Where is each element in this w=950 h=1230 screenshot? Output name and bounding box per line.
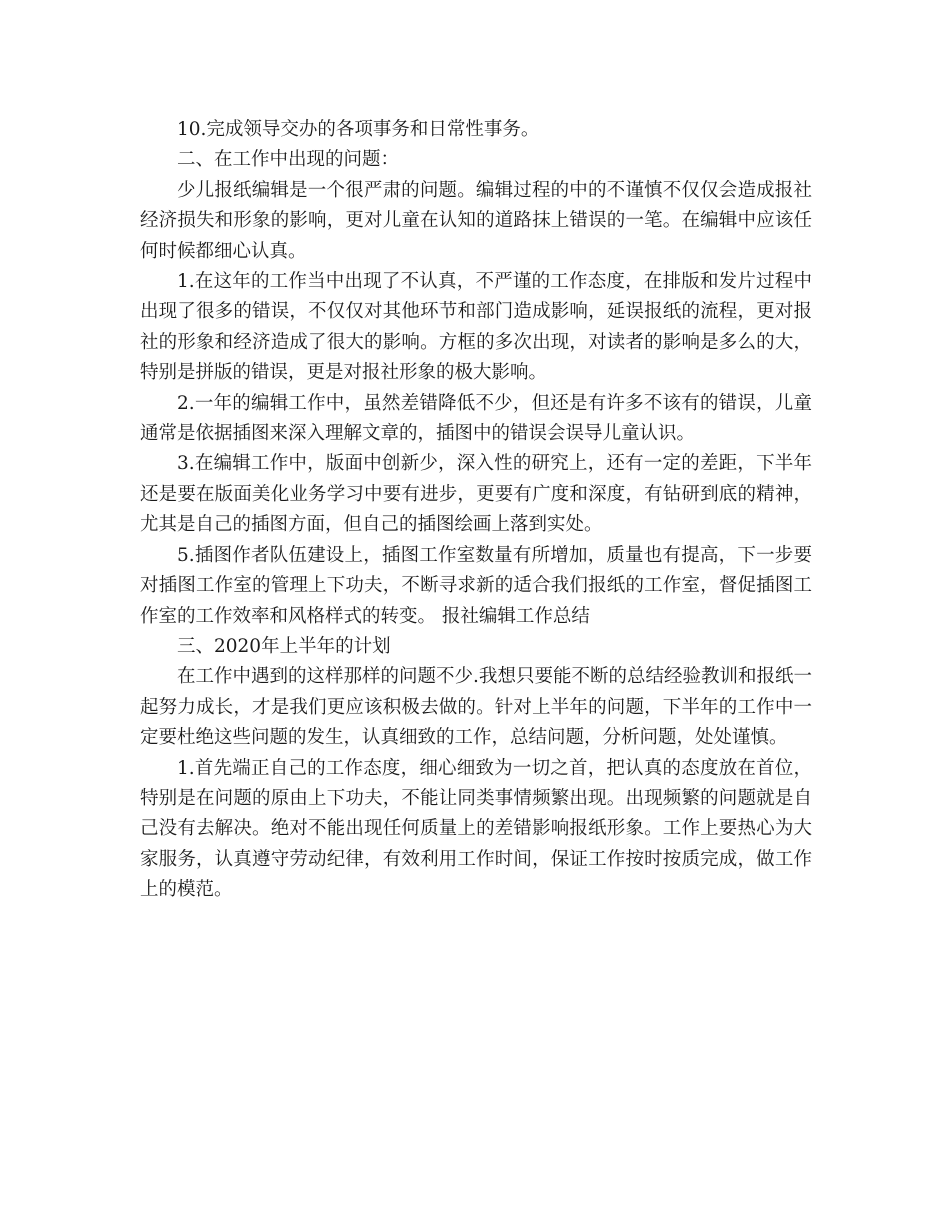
paragraph-plan-intro: 在工作中遇到的这样那样的问题不少.我想只要能不断的总结经验教训和报纸一起努力成长，才是我们更应该积极去做的。针对上半年的问题，下半年的工作中一定要杜绝这些问题的发生，认真细致的工作，总结问题，分析问题，处处谨慎。 (140, 666, 812, 749)
paragraph-item-10: 10.完成领导交办的各项事务和日常性事务。 (177, 119, 540, 140)
paragraph-plan-1: 1.首先端正自己的工作态度，细心细致为一切之首，把认真的态度放在首位，特别是在问题的原由上下功夫，不能让同类事情频繁出现。出现频繁的问题就是自己没有去解决。绝对不能出现任何质量上的差错影响报纸形象。工作上要热心为大家服务，认真遵守劳动纪律，有效利用工作时间，保证工作按时按质完成，做工作上的模范。 (140, 757, 812, 901)
paragraph-problem-3: 3.在编辑工作中，版面中创新少，深入性的研究上，还有一定的差距，下半年还是要在版面美化业务学习中要有进步，更要有广度和深度，有钻研到底的精神，尤其是自己的插图方面，但自己的插图绘画上落到实处。 (140, 453, 812, 536)
document-body (140, 115, 812, 906)
paragraph-problem-5: 5.插图作者队伍建设上，插图工作室数量有所增加，质量也有提高，下一步要对插图工作室的管理上下功夫，不断寻求新的适合我们报纸的工作室，督促插图工作室的工作效率和风格样式的转变。 报社编辑工作总结 (140, 544, 812, 627)
section-heading-plan: 三、2020年上半年的计划 (177, 635, 391, 657)
section-heading-problems: 二、在工作中出现的问题： (177, 149, 400, 171)
paragraph-intro: 少儿报纸编辑是一个很严肃的问题。编辑过程的中的不谨慎不仅仅会造成报社经济损失和形象的影响，更对儿童在认知的道路抹上错误的一笔。在编辑中应该任何时候都细心认真。 (140, 179, 812, 262)
paragraph-problem-2: 2.一年的编辑工作中，虽然差错降低不少，但还是有许多不该有的错误，儿童通常是依据插图来深入理解文章的，插图中的错误会误导儿童认识。 (140, 392, 812, 445)
paragraph-problem-1: 1.在这年的工作当中出现了不认真，不严谨的工作态度，在排版和发片过程中出现了很多的错误，不仅仅对其他环节和部门造成影响，延误报纸的流程，更对报社的形象和经济造成了很大的影响。方框的多次出现，对读者的影响是多么的大，特别是拼版的错误，更是对报社形象的极大影响。 (140, 271, 812, 384)
